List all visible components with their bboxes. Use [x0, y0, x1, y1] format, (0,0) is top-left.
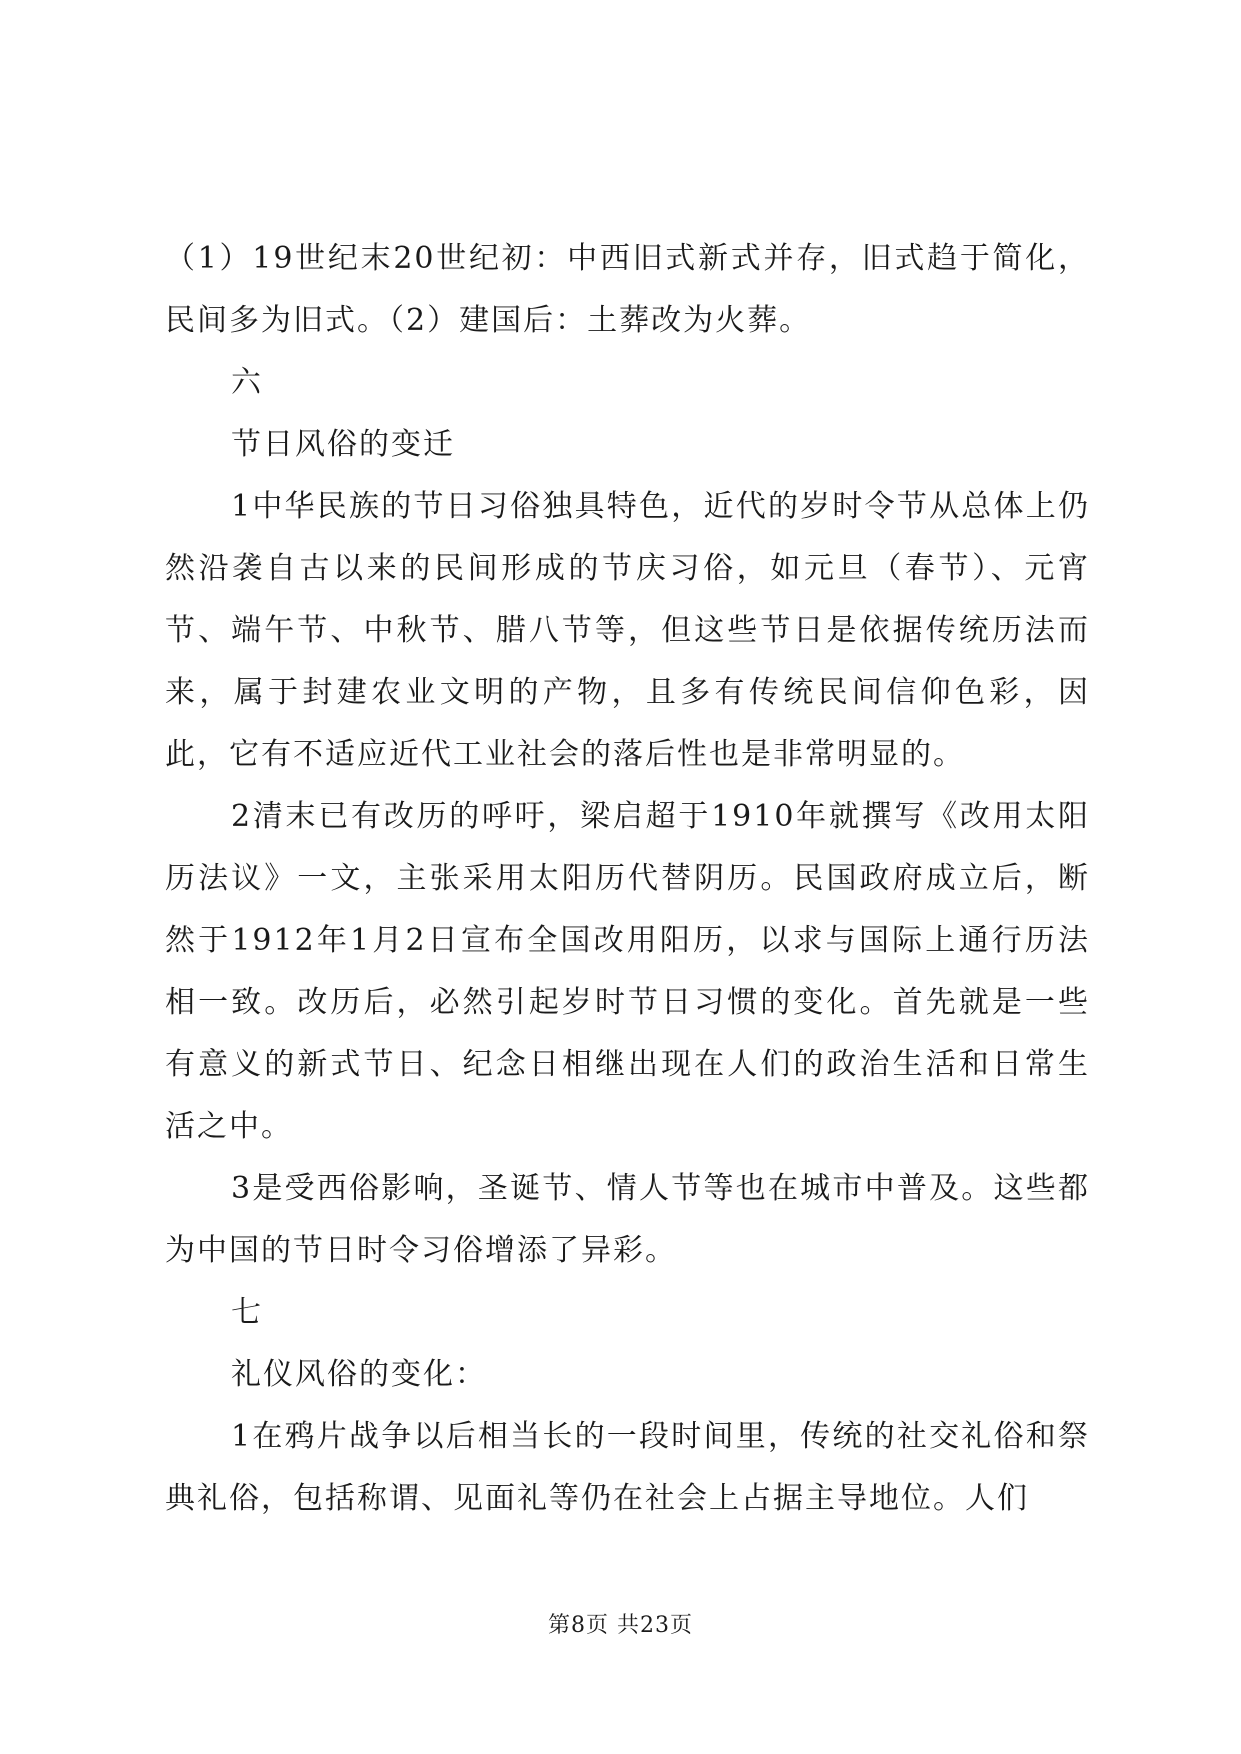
section-title-festival: 节日风俗的变迁	[231, 427, 455, 462]
paragraph-festival-1: 1中华民族的节日习俗独具特色，近代的岁时令节从总体上仍然沿袭自古以来的民间形成的节庆习俗，如元旦（春节）、元宵节、端午节、中秋节、腊八节等，但这些节日是依据传统历法而来，属于封建农业文明的产物，且多有传统民间信仰色彩，因此，它有不适应近代工业社会的落后性也是非常明显的。	[165, 489, 1090, 772]
paragraph-etiquette-1: 1在鸦片战争以后相当长的一段时间里，传统的社交礼俗和祭典礼俗，包括称谓、见面礼等仍在社会上占据主导地位。人们	[165, 1419, 1090, 1516]
section-title-etiquette: 礼仪风俗的变化：	[231, 1357, 487, 1392]
section-number-six: 六	[231, 365, 263, 400]
document-body	[165, 228, 1090, 1530]
paragraph-festival-3: 3是受西俗影响，圣诞节、情人节等也在城市中普及。这些都为中国的节日时令习俗增添了异彩。	[165, 1171, 1090, 1268]
page-footer: 第8页 共23页	[548, 1613, 693, 1638]
paragraph-funeral-change: （1）19世纪末20世纪初：中西旧式新式并存，旧式趋于简化，民间多为旧式。（2）建国后：土葬改为火葬。	[165, 241, 1090, 338]
section-number-seven: 七	[231, 1295, 263, 1330]
paragraph-festival-2: 2清末已有改历的呼吁，梁启超于1910年就撰写《改用太阳历法议》一文，主张采用太阳历代替阴历。民国政府成立后，断然于1912年1月2日宣布全国改用阳历，以求与国际上通行历法相一致。改历后，必然引起岁时节日习惯的变化。首先就是一些有意义的新式节日、纪念日相继出现在人们的政治生活和日常生活之中。	[165, 799, 1090, 1144]
